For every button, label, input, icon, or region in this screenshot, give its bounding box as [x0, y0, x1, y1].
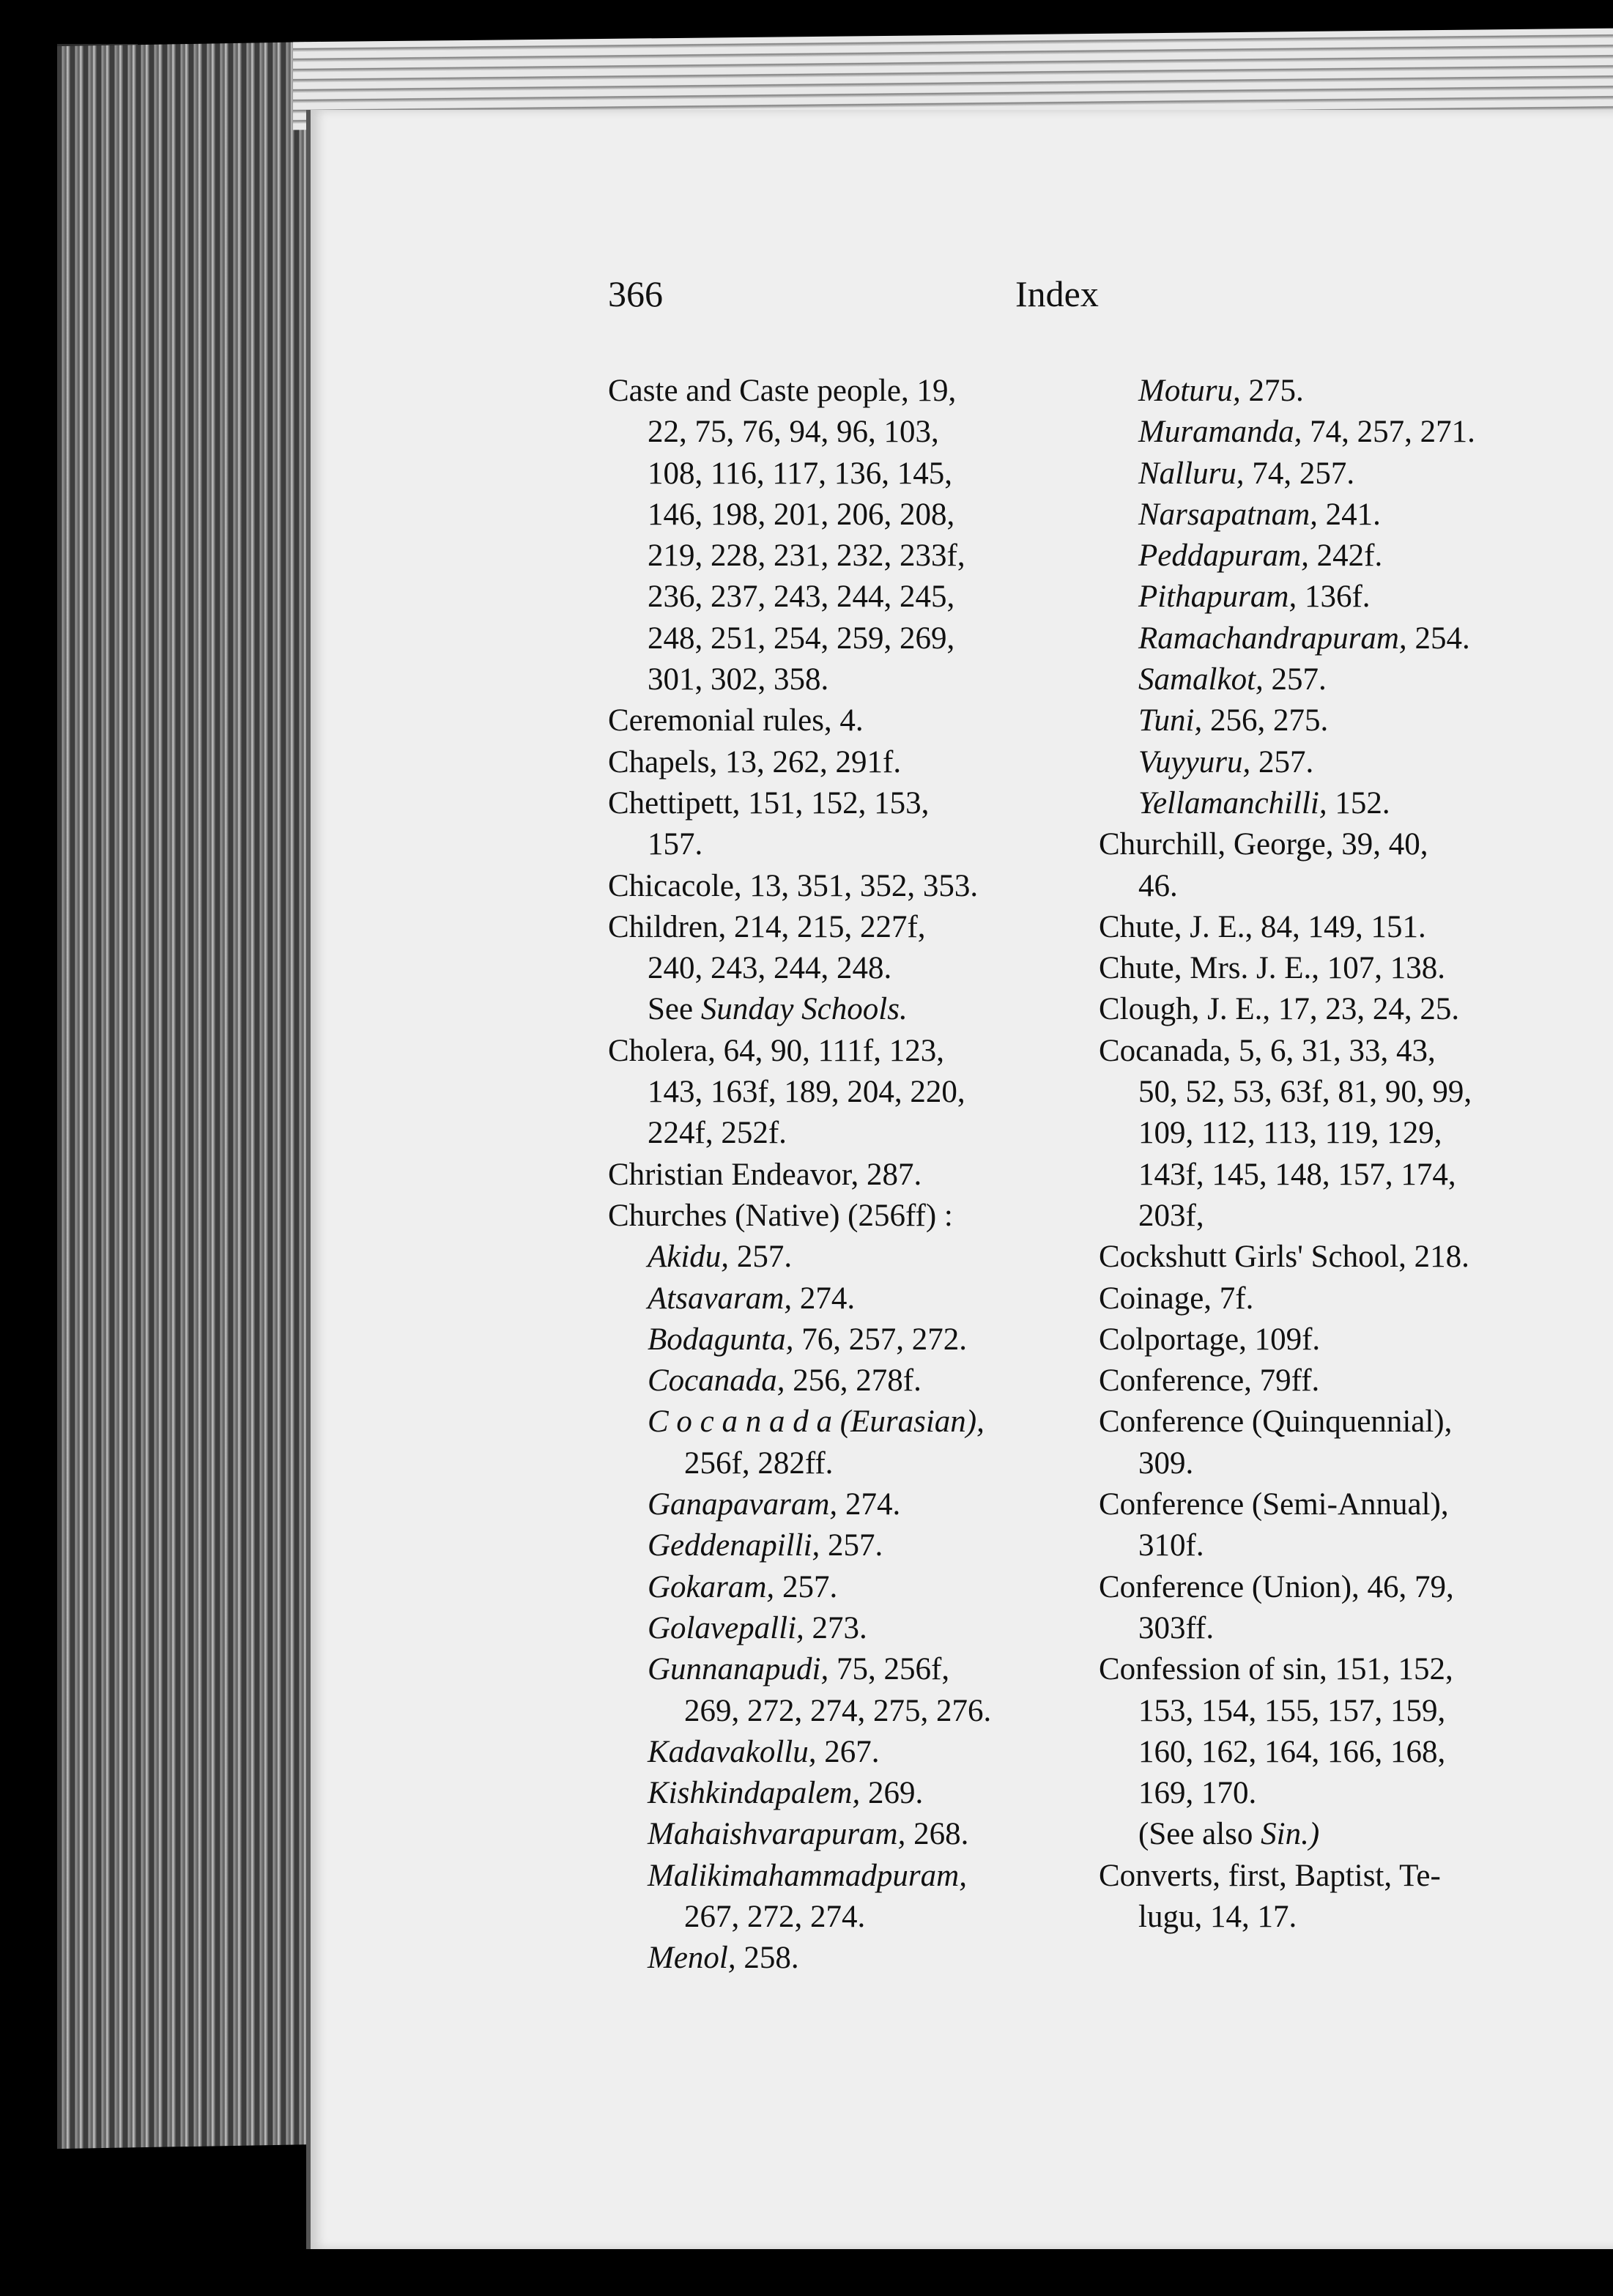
- entry-pages: 74, 257.: [1244, 456, 1355, 491]
- index-entry: [1099, 412, 1582, 453]
- entry-text: 240, 243, 244, 248.: [648, 951, 892, 986]
- entry-place-name: Narsapatnam,: [1138, 497, 1318, 532]
- index-entry: [608, 1319, 1077, 1360]
- index-entry: [608, 907, 1077, 948]
- entry-place-name: Peddapuram,: [1138, 538, 1309, 574]
- entry-text: Conference (Union), 46, 79,: [1099, 1569, 1454, 1604]
- entry-text: 303ff.: [1138, 1610, 1215, 1645]
- index-entry: [608, 453, 1077, 495]
- entry-text: 309.: [1138, 1445, 1194, 1481]
- entry-pages: 254.: [1406, 621, 1470, 656]
- index-entry: [608, 618, 1077, 659]
- entry-place-name: Yellamanchilli,: [1138, 785, 1327, 821]
- index-entry: [608, 371, 1077, 412]
- index-entry: [608, 1649, 1077, 1690]
- page-header: [608, 273, 1165, 324]
- index-entry: [1099, 1732, 1582, 1773]
- entry-place-name: Bodagunta,: [648, 1322, 794, 1357]
- entry-text: 269, 272, 274, 275, 276.: [684, 1693, 992, 1728]
- entry-text: Cockshutt Girls' School, 218.: [1099, 1240, 1469, 1275]
- entry-text: 108, 116, 117, 136, 145,: [648, 456, 953, 491]
- entry-place-name: Akidu,: [648, 1240, 730, 1275]
- index-entry: [608, 1856, 1077, 1897]
- index-column-right: [1099, 371, 1582, 1938]
- entry-text: Children, 214, 215, 227f,: [608, 909, 926, 944]
- entry-pages: 275.: [1240, 374, 1304, 408]
- index-entry: [1099, 1649, 1582, 1690]
- index-entry: [608, 1567, 1077, 1608]
- entry-text: 50, 52, 53, 63f, 81, 90, 99,: [1138, 1075, 1472, 1110]
- entry-reference: Sunday Schools.: [700, 992, 908, 1027]
- entry-place-name: Malikimahammadpuram,: [648, 1858, 967, 1893]
- index-entry: [608, 1237, 1077, 1278]
- entry-text: 146, 198, 201, 206, 208,: [648, 497, 955, 532]
- index-entry: [1099, 1773, 1582, 1814]
- entry-text: 301, 302, 358.: [648, 662, 829, 697]
- index-entry: [1099, 1525, 1582, 1566]
- entry-pages: 269.: [860, 1776, 924, 1811]
- entry-reference: Sin.): [1261, 1817, 1320, 1852]
- entry-text: Conference (Quinquennial),: [1099, 1404, 1453, 1440]
- entry-place-name: Tuni,: [1138, 703, 1203, 738]
- entry-place-name: Kadavakollu,: [648, 1734, 817, 1769]
- entry-text: Churchill, George, 39, 40,: [1099, 827, 1428, 862]
- entry-text: Conference, 79ff.: [1099, 1363, 1320, 1399]
- entry-text: See: [648, 992, 701, 1027]
- entry-place-name: Vuyyuru,: [1138, 744, 1251, 779]
- entry-pages: 267.: [816, 1734, 880, 1769]
- index-entry: [608, 1773, 1077, 1814]
- entry-place-name: Mahaishvarapuram,: [648, 1817, 906, 1852]
- index-entry: [608, 1401, 1077, 1443]
- index-entry: [608, 1484, 1077, 1525]
- entry-text: 248, 251, 254, 259, 269,: [648, 621, 955, 656]
- index-entry: [1099, 1031, 1582, 1072]
- index-entry: [1099, 1484, 1582, 1525]
- index-entry: [608, 1938, 1077, 1979]
- entry-pages: 257.: [1250, 744, 1314, 779]
- index-entry: [608, 783, 1077, 824]
- index-entry: [1099, 1072, 1582, 1113]
- entry-pages: 76, 257, 272.: [793, 1322, 967, 1357]
- index-entry: [1099, 618, 1582, 659]
- index-entry: [1099, 1443, 1582, 1484]
- index-entry: [1099, 1856, 1582, 1897]
- entry-pages: 257.: [820, 1528, 883, 1563]
- entry-text: 143f, 145, 148, 157, 174,: [1138, 1157, 1456, 1192]
- index-entry: [1099, 907, 1582, 948]
- entry-text: Chute, Mrs. J. E., 107, 138.: [1099, 951, 1445, 986]
- entry-place-name: Nalluru,: [1138, 456, 1245, 491]
- entry-pages: 136f.: [1297, 579, 1371, 615]
- entry-place-name: Golavepalli,: [648, 1610, 804, 1645]
- index-entry: [608, 1155, 1077, 1196]
- index-entry: [1099, 1319, 1582, 1360]
- index-entry: [1099, 1278, 1582, 1319]
- entry-place-name: Menol,: [648, 1941, 736, 1976]
- page-edges: [57, 42, 321, 2149]
- entry-pages: 258.: [735, 1941, 799, 1976]
- index-entry: [608, 1072, 1077, 1113]
- entry-text: 169, 170.: [1138, 1776, 1257, 1811]
- entry-text: Churches (Native) (256ff) :: [608, 1198, 953, 1233]
- entry-text: Coinage, 7f.: [1099, 1281, 1254, 1316]
- index-entry: [608, 1031, 1077, 1072]
- index-entry: [608, 1897, 1077, 1938]
- index-entry: [1099, 948, 1582, 989]
- entry-place-name: Kishkindapalem,: [648, 1776, 861, 1811]
- entry-pages: 74, 257, 271.: [1302, 415, 1475, 450]
- entry-place-name: Moturu,: [1138, 374, 1241, 408]
- index-entry: [1099, 495, 1582, 536]
- entry-text: Cocanada, 5, 6, 31, 33, 43,: [1099, 1033, 1436, 1068]
- index-entry: [1099, 1196, 1582, 1237]
- index-entry: [608, 1814, 1077, 1855]
- entry-text: Chute, J. E., 84, 149, 151.: [1099, 909, 1426, 944]
- index-entry: [1099, 1237, 1582, 1278]
- index-entry: [1099, 1113, 1582, 1154]
- entry-text: 310f.: [1138, 1528, 1204, 1563]
- index-entry: [608, 1525, 1077, 1566]
- entry-text: Caste and Caste people, 19,: [608, 374, 957, 408]
- index-entry: [608, 1691, 1077, 1732]
- index-entry: [1099, 700, 1582, 741]
- index-entry: [608, 1443, 1077, 1484]
- entry-pages: 241.: [1317, 497, 1381, 532]
- entry-pages: 268.: [905, 1817, 969, 1852]
- index-entry: [608, 700, 1077, 741]
- entry-text: 157.: [648, 827, 703, 862]
- entry-pages: 257.: [1263, 662, 1327, 697]
- entry-pages: 257.: [774, 1569, 838, 1604]
- entry-text: 109, 112, 113, 119, 129,: [1138, 1116, 1442, 1151]
- index-entry: [1099, 1401, 1582, 1443]
- index-entry: [1099, 824, 1582, 865]
- index-entry: [1099, 866, 1582, 907]
- index-entry: [608, 1732, 1077, 1773]
- page-number: 366: [608, 273, 663, 314]
- entry-place-name: Atsavaram,: [648, 1281, 793, 1316]
- index-entry: [1099, 659, 1582, 700]
- entry-text: Confession of sin, 151, 152,: [1099, 1652, 1453, 1687]
- index-entry: [608, 1360, 1077, 1401]
- index-entry: [1099, 742, 1582, 783]
- entry-text: Chettipett, 151, 152, 153,: [608, 785, 930, 821]
- entry-text: Colportage, 109f.: [1099, 1322, 1321, 1357]
- entry-text: 46.: [1138, 868, 1178, 903]
- entry-pages: 242f.: [1308, 538, 1383, 574]
- index-entry: [608, 1608, 1077, 1649]
- entry-text: 219, 228, 231, 232, 233f,: [648, 538, 965, 574]
- entry-place-name: Gunnanapudi,: [648, 1652, 829, 1687]
- entry-place-name: Ganapavaram,: [648, 1487, 838, 1522]
- entry-place-name: Ramachandrapuram,: [1138, 621, 1407, 656]
- entry-pages: 257.: [729, 1240, 793, 1275]
- index-entry: [1099, 536, 1582, 577]
- entry-text: Chicacole, 13, 351, 352, 353.: [608, 868, 979, 903]
- entry-place-name: Cocanada,: [648, 1363, 785, 1399]
- entry-text: Clough, J. E., 17, 23, 24, 25.: [1099, 992, 1460, 1027]
- entry-place-name: Samalkot,: [1138, 662, 1264, 697]
- index-entry: [1099, 371, 1582, 412]
- index-entry: [608, 536, 1077, 577]
- entry-pages: 274.: [837, 1487, 901, 1522]
- entry-text: 143, 163f, 189, 204, 220,: [648, 1075, 965, 1110]
- index-entry: [608, 824, 1077, 865]
- index-entry: [1099, 1155, 1582, 1196]
- entry-pages: 273.: [804, 1610, 867, 1645]
- entry-place-name: Muramanda,: [1138, 415, 1302, 450]
- index-entry: [1099, 1360, 1582, 1401]
- index-entry: [608, 866, 1077, 907]
- entry-text: Converts, first, Baptist, Te-: [1099, 1858, 1441, 1893]
- index-entry: [608, 495, 1077, 536]
- index-column-left: [608, 371, 1077, 1980]
- entry-text: Cholera, 64, 90, 111f, 123,: [608, 1033, 944, 1068]
- index-entry: [608, 1278, 1077, 1319]
- index-entry: [1099, 1897, 1582, 1938]
- entry-pages: 152.: [1327, 785, 1390, 821]
- entry-pages: 75, 256f,: [828, 1652, 950, 1687]
- entry-text: 267, 272, 274.: [684, 1899, 866, 1934]
- index-entry: [608, 577, 1077, 618]
- index-entry: [1099, 783, 1582, 824]
- index-entry: [608, 948, 1077, 989]
- entry-text: (See also: [1138, 1817, 1261, 1852]
- index-entry: [608, 989, 1077, 1030]
- entry-text: 236, 237, 243, 244, 245,: [648, 579, 955, 615]
- entry-text: 153, 154, 155, 157, 159,: [1138, 1693, 1446, 1728]
- entry-text: Conference (Semi-Annual),: [1099, 1487, 1449, 1522]
- index-entry: [608, 659, 1077, 700]
- entry-text: 203f,: [1138, 1198, 1204, 1233]
- index-entry: [608, 1196, 1077, 1237]
- index-entry: [1099, 453, 1582, 495]
- entry-place-name: Pithapuram,: [1138, 579, 1297, 615]
- entry-text: 160, 162, 164, 166, 168,: [1138, 1734, 1446, 1769]
- entry-place-name: Geddenapilli,: [648, 1528, 820, 1563]
- index-entry: [608, 1113, 1077, 1154]
- entry-text: lugu, 14, 17.: [1138, 1899, 1297, 1934]
- entry-text: 22, 75, 76, 94, 96, 103,: [648, 415, 939, 450]
- entry-text: Christian Endeavor, 287.: [608, 1157, 922, 1192]
- entry-text: Ceremonial rules, 4.: [608, 703, 864, 738]
- entry-text: 256f, 282ff.: [684, 1445, 834, 1481]
- entry-text: 224f, 252f.: [648, 1116, 787, 1151]
- running-head: Index: [1015, 273, 1099, 314]
- entry-pages: 256, 278f.: [785, 1363, 922, 1399]
- entry-place-name: Gokaram,: [648, 1569, 775, 1604]
- entry-pages: 274.: [792, 1281, 856, 1316]
- entry-text: Chapels, 13, 262, 291f.: [608, 744, 902, 779]
- index-entry: [1099, 989, 1582, 1030]
- index-entry: [1099, 1567, 1582, 1608]
- index-entry: [1099, 577, 1582, 618]
- index-entry: [1099, 1814, 1582, 1855]
- entry-pages: 256, 275.: [1202, 703, 1329, 738]
- index-entry: [608, 742, 1077, 783]
- entry-place-name: C o c a n a d a (Eurasian),: [648, 1404, 985, 1440]
- index-entry: [1099, 1691, 1582, 1732]
- index-entry: [1099, 1608, 1582, 1649]
- index-entry: [608, 412, 1077, 453]
